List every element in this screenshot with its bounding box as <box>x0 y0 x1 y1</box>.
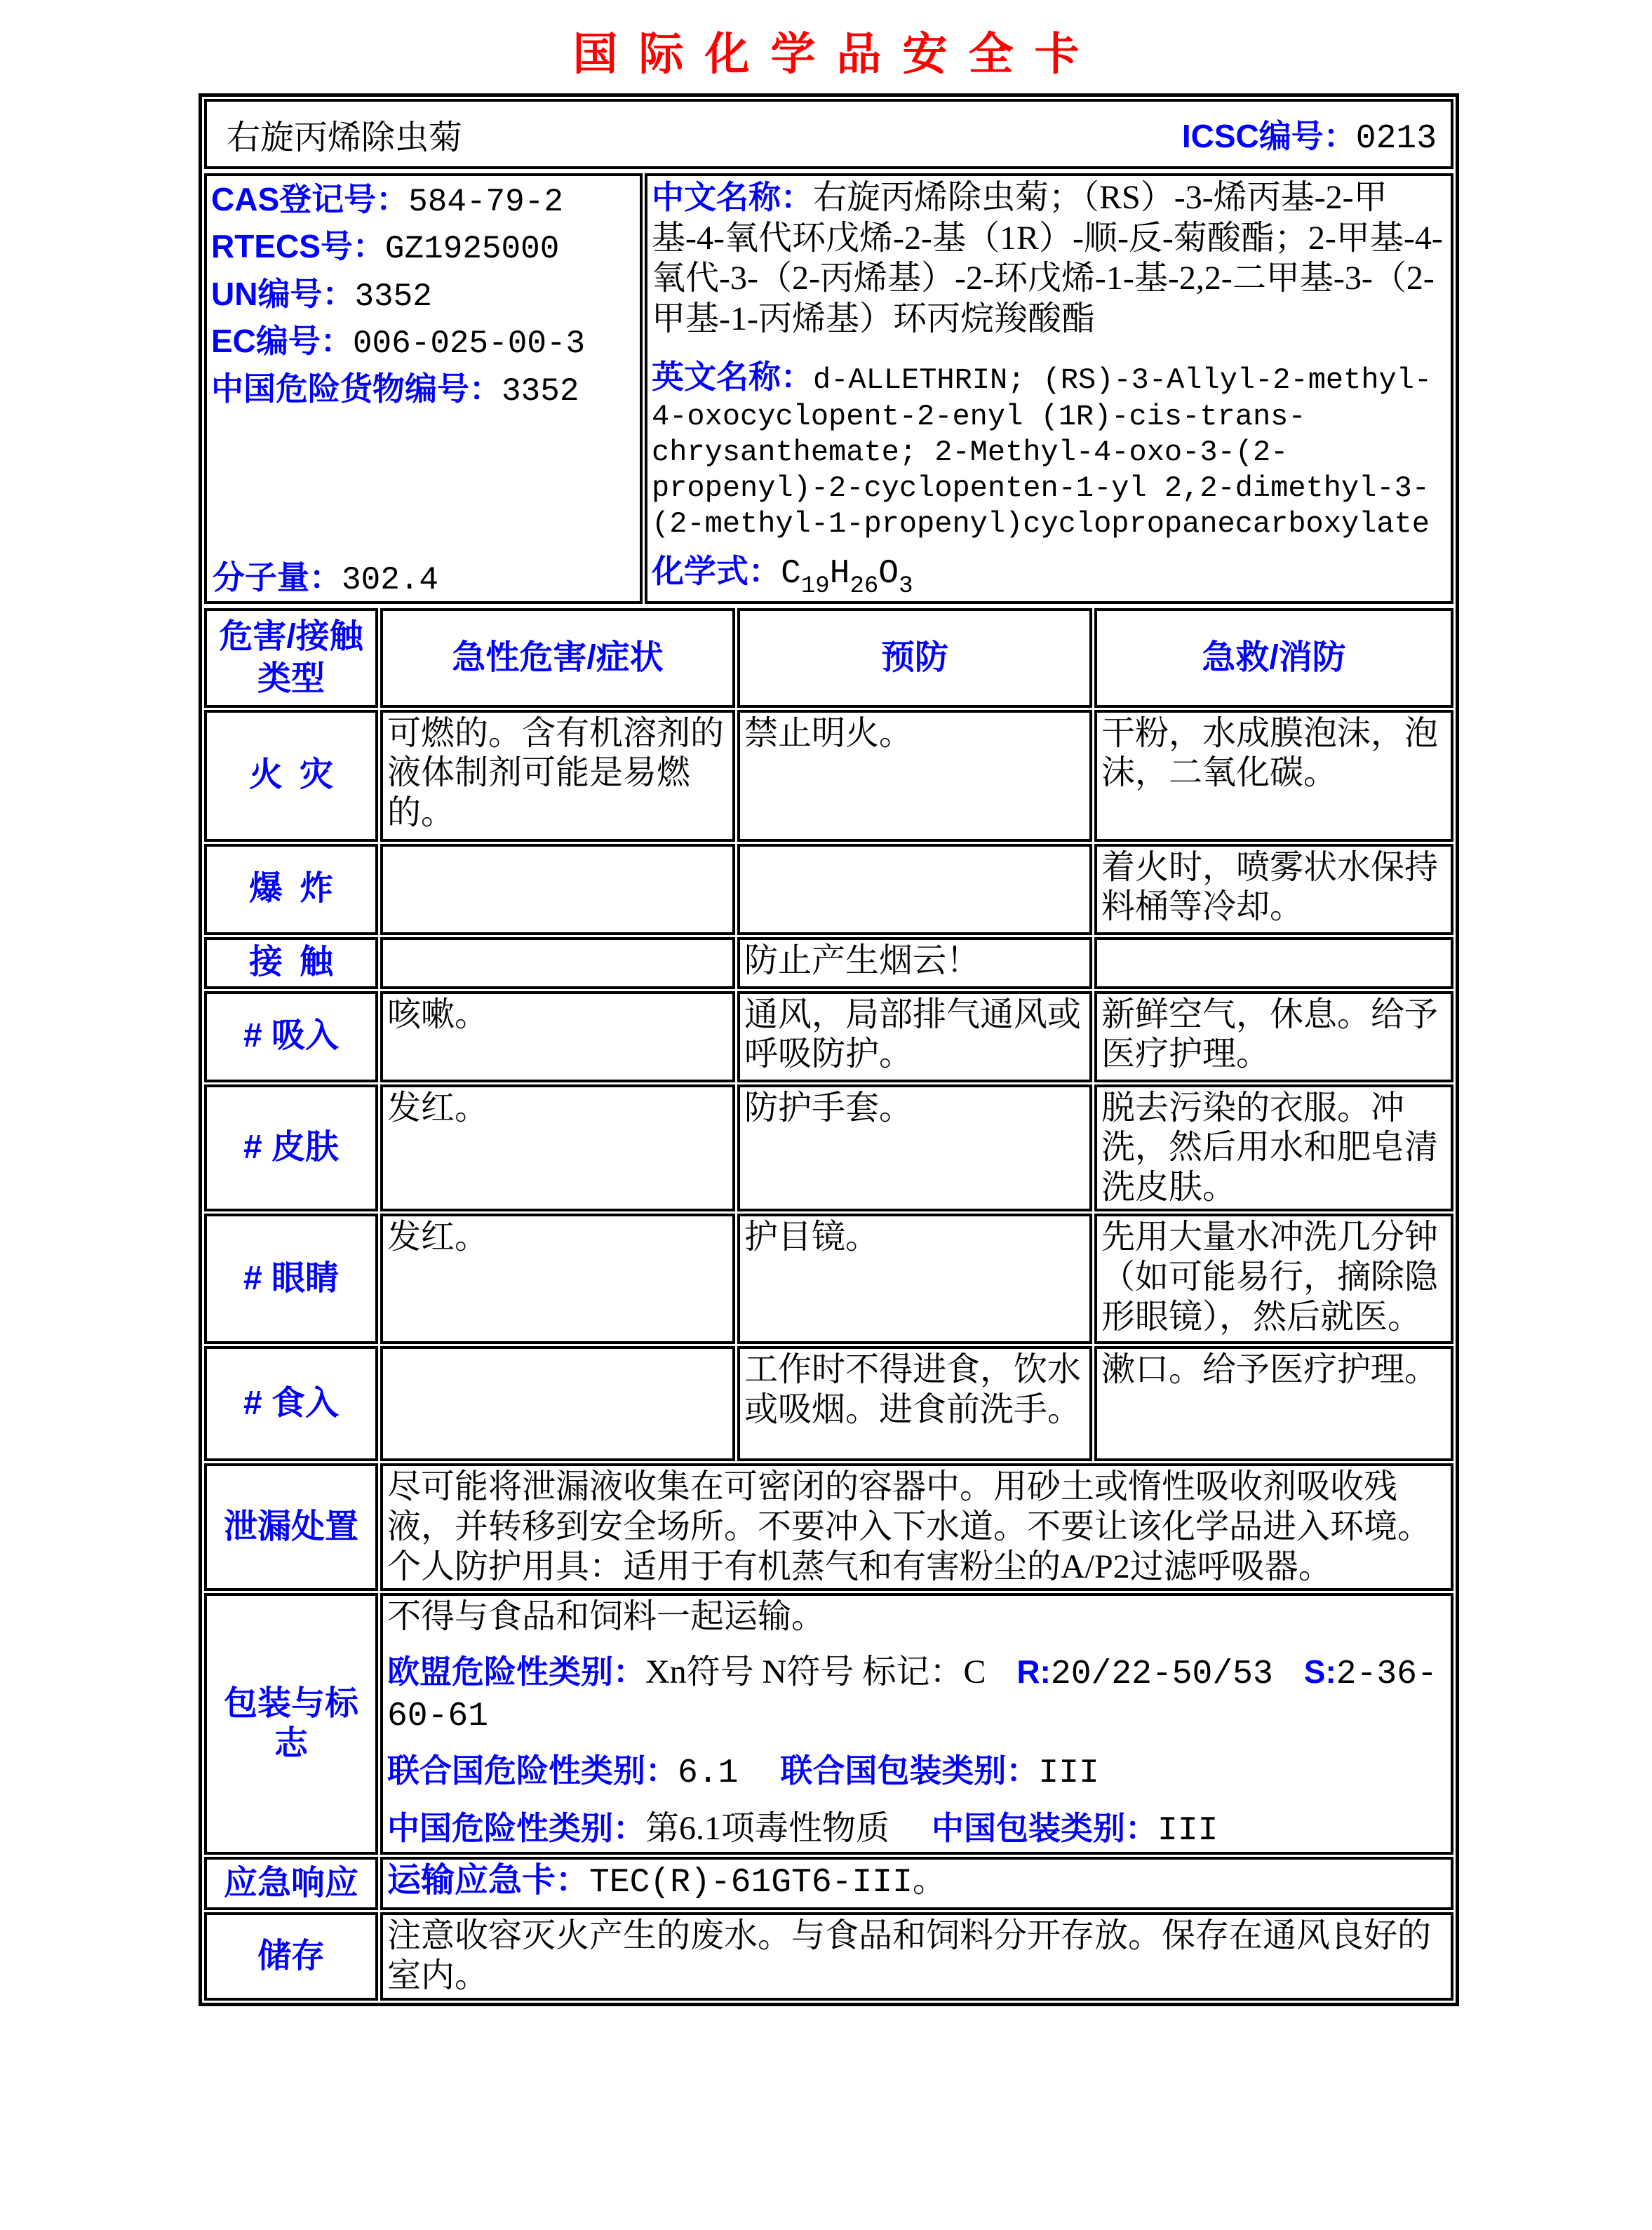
ingestion-prevention: 工作时不得进食，饮水或吸烟。进食前洗手。 <box>737 1346 1092 1461</box>
chinese-name <box>652 177 1446 339</box>
spill-label: 泄漏处置 <box>204 1463 378 1591</box>
hazard-table <box>202 606 1456 2003</box>
cn-pack-label: 中国包装类别： <box>932 1809 1158 1846</box>
packaging-section <box>204 1593 1453 1855</box>
exposure-symptoms <box>380 937 735 989</box>
rtecs-number-row <box>211 224 636 271</box>
un-class-value: 6.1 <box>678 1754 739 1793</box>
un-number-row <box>211 272 636 319</box>
storage-label: 储存 <box>204 1912 378 2001</box>
hazard-row-ingestion <box>204 1346 1453 1461</box>
safety-card <box>199 93 1459 2006</box>
china-dg-value: 3352 <box>502 372 579 410</box>
cn-pack-value: III <box>1157 1811 1218 1850</box>
transport-card-value: TEC(R)-61GT6-III。 <box>589 1864 946 1902</box>
skin-first-aid: 脱去污染的衣服。冲洗，然后用水和肥皂清洗皮肤。 <box>1094 1084 1453 1212</box>
spill-text: 尽可能将泄漏液收集在可密闭的容器中。用砂土或惰性吸收剂吸收残液，并转移到安全场所。不要冲入下水道。不要让该化学品进入环境。个人防护用具：适用于有机蒸气和有害粉尘的A/P2过滤呼吸器。 <box>380 1463 1453 1591</box>
row-label-explosion: 爆 炸 <box>204 844 378 935</box>
english-name-label: 英文名称： <box>652 358 813 396</box>
transport-card-label: 运输应急卡： <box>387 1862 590 1900</box>
fire-symptoms: 可燃的。含有机溶剂的液体制剂可能是易燃的。 <box>380 710 735 842</box>
page-title: 国际化学品安全卡 <box>572 29 1101 79</box>
row-label-exposure: 接 触 <box>204 937 378 989</box>
row-label-fire: 火 灾 <box>204 710 378 842</box>
molecular-weight-label: 分子量： <box>213 558 342 596</box>
un-value: 3352 <box>354 278 432 315</box>
fire-first-aid: 干粉，水成膜泡沫，泡沫，二氧化碳。 <box>1094 710 1453 842</box>
english-name-value: d-ALLETHRIN; (RS)-3-Allyl-2-methyl-4-oxocyclopent-2-enyl (1R)-cis-trans-chrysanthemate; 2-Methyl-4-oxo-3-(2-propenyl)-2-cyclopenten-1-yl 2,2-dimethyl-3-(2-methyl-1-propenyl)cyclopropanecarboxylate <box>652 363 1432 542</box>
formula-h: H <box>829 554 850 593</box>
inhalation-symptoms: 咳嗽。 <box>380 991 735 1082</box>
inhalation-prevention: 通风，局部排气通风或呼吸防护。 <box>737 991 1092 1082</box>
packaging-label: 包装与标志 <box>204 1593 378 1855</box>
icsc-number <box>1182 111 1446 158</box>
icsc-number-label: ICSC编号： <box>1181 117 1356 154</box>
china-dg-label: 中国危险货物编号： <box>211 370 502 407</box>
formula-c: C <box>781 554 801 593</box>
molecular-weight-row <box>213 552 438 598</box>
packaging-content <box>380 1593 1453 1855</box>
formula-c-sub: 19 <box>800 572 830 600</box>
packaging-eu-class <box>387 1653 1446 1736</box>
row-label-eyes: # 眼睛 <box>204 1214 378 1344</box>
formula-o: O <box>878 554 899 593</box>
row-label-skin: # 皮肤 <box>204 1084 378 1212</box>
exposure-first-aid <box>1094 937 1453 989</box>
card-header-section <box>202 97 1456 171</box>
fire-prevention: 禁止明火。 <box>737 710 1092 842</box>
emergency-label: 应急响应 <box>204 1857 378 1910</box>
ec-label: EC编号： <box>211 323 353 360</box>
hazard-header-row <box>204 608 1453 708</box>
emergency-section <box>204 1857 1453 1910</box>
eyes-prevention: 护目镜。 <box>737 1214 1092 1344</box>
packaging-transport-note: 不得与食品和饲料一起运输。 <box>387 1598 826 1636</box>
chemical-name: 右旋丙烯除虫菊 <box>227 119 463 156</box>
storage-text: 注意收容灭火产生的废水。与食品和饲料分开存放。保存在通风良好的室内。 <box>380 1912 1453 2001</box>
eu-class-value: Xn符号 N符号 标记：C <box>645 1653 986 1691</box>
col-header-hazard-type: 危害/接触类型 <box>204 608 378 708</box>
inhalation-first-aid: 新鲜空气，休息。给予医疗护理。 <box>1094 991 1453 1082</box>
skin-prevention: 防护手套。 <box>737 1084 1092 1212</box>
hazard-row-skin <box>204 1084 1453 1212</box>
un-pack-label: 联合国包装类别： <box>780 1752 1039 1789</box>
storage-section <box>204 1912 1453 2001</box>
card-header-cell <box>204 99 1453 169</box>
cas-value: 584-79-2 <box>408 184 563 220</box>
hazard-row-eyes <box>204 1214 1453 1344</box>
emergency-content <box>380 1857 1453 1910</box>
ingestion-symptoms <box>380 1346 735 1461</box>
s-phrases-value: 2-36-60-61 <box>387 1655 1437 1735</box>
eyes-first-aid: 先用大量水冲洗几分钟（如可能易行，摘除隐形眼镜），然后就医。 <box>1094 1214 1453 1344</box>
packaging-cn-class <box>387 1809 1446 1851</box>
r-phrases-value: 20/22-50/53 <box>1050 1655 1273 1693</box>
rtecs-value: GZ1925000 <box>384 231 560 268</box>
rtecs-label: RTECS号： <box>211 228 385 265</box>
ingestion-first-aid: 漱口。给予医疗护理。 <box>1094 1346 1453 1461</box>
explosion-prevention <box>737 844 1092 935</box>
un-pack-value: III <box>1038 1754 1099 1793</box>
exposure-prevention: 防止产生烟云！ <box>737 937 1092 989</box>
names-cell <box>645 173 1453 604</box>
hazard-row-fire <box>204 710 1453 842</box>
formula-h-sub: 26 <box>849 572 879 600</box>
formula-label: 化学式： <box>652 552 781 589</box>
formula-o-sub: 3 <box>899 572 913 600</box>
spill-section <box>204 1463 1453 1591</box>
explosion-symptoms <box>380 844 735 935</box>
skin-symptoms: 发红。 <box>380 1084 735 1212</box>
col-header-prevention: 预防 <box>737 608 1092 708</box>
registry-numbers-cell <box>204 173 643 604</box>
hazard-row-inhalation <box>204 991 1453 1082</box>
chemical-formula <box>652 546 1446 600</box>
cn-class-value: 第6.1项毒性物质 <box>645 1809 890 1847</box>
packaging-un-class <box>387 1752 1446 1794</box>
row-label-ingestion: # 食入 <box>204 1346 378 1461</box>
un-class-label: 联合国危险性类别： <box>387 1752 678 1789</box>
molecular-weight-value: 302.4 <box>342 561 439 598</box>
row-label-inhalation: # 吸入 <box>204 991 378 1082</box>
cn-class-label: 中国危险性类别： <box>387 1809 645 1846</box>
eu-class-label: 欧盟危险性类别： <box>387 1653 645 1690</box>
china-dg-number-row <box>211 367 636 414</box>
col-header-first-aid: 急救/消防 <box>1094 608 1453 708</box>
explosion-first-aid: 着火时，喷雾状水保持料桶等冷却。 <box>1094 844 1453 935</box>
col-header-symptoms: 急性危害/症状 <box>380 608 735 708</box>
s-phrases-label: S: <box>1303 1653 1336 1690</box>
r-phrases-label: R: <box>1016 1653 1051 1690</box>
chinese-name-label: 中文名称： <box>652 179 813 215</box>
chinese-name-value: 右旋丙烯除虫菊；（RS）-3-烯丙基-2-甲基-4-氧代环戊烯-2-基（1R）-顺-反-菊酸酯；2-甲基-4-氧代-3-（2-丙烯基）-2-环戊烯-1-基-2,2-二甲基-3-（2-甲基-1-丙烯基）环丙烷羧酸酯 <box>652 179 1443 337</box>
eyes-symptoms: 发红。 <box>380 1214 735 1344</box>
cas-label: CAS登记号： <box>211 181 409 217</box>
un-label: UN编号： <box>211 275 355 312</box>
ec-value: 006-025-00-3 <box>352 325 586 363</box>
english-name <box>652 357 1446 542</box>
identifier-section <box>202 171 1456 606</box>
icsc-number-value: 0213 <box>1355 119 1437 158</box>
cas-number-row <box>211 177 636 224</box>
hazard-row-explosion <box>204 844 1453 935</box>
ec-number-row <box>211 319 636 366</box>
hazard-row-exposure <box>204 937 1453 989</box>
